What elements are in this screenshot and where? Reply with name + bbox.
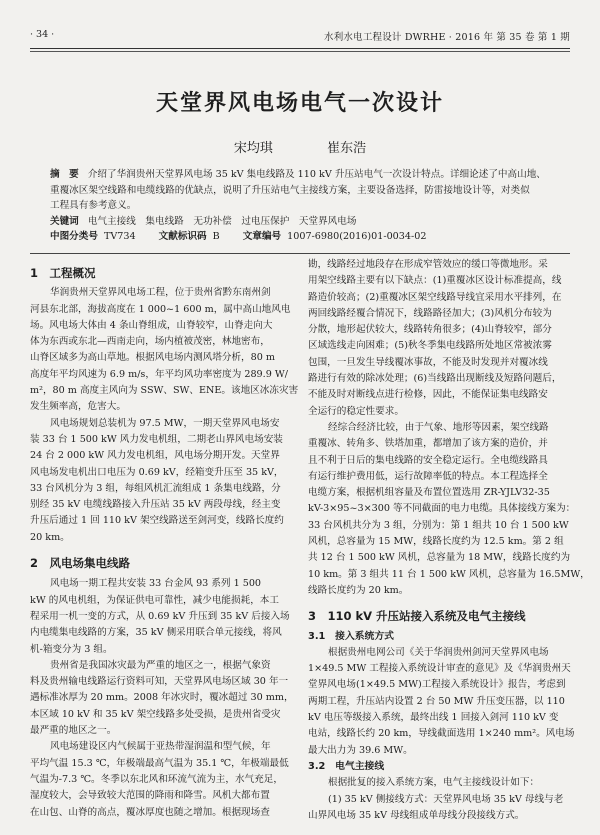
text-line: 全运行的稳定性要求。 bbox=[308, 405, 404, 417]
text-line: 24 台 2 000 kW 风力发电机组，风电场分期开发。天堂界 bbox=[30, 450, 280, 462]
text-line: 不能及时对断线点进行检修，因此，不能保证集电线路安 bbox=[308, 389, 548, 401]
section-3-2-heading: 3.2 电气主接线 bbox=[308, 760, 385, 772]
text-line: 风机，总容量为 15 MW，线路长度约为 12.5 km。第 2 组 bbox=[308, 536, 564, 548]
section-1-heading: 1 工程概况 bbox=[30, 266, 96, 280]
text-line: 电站，线路长约 20 km，导线截面选用 1×240 mm²。风电场 bbox=[308, 728, 575, 740]
text-line: 线路长度约为 20 km。 bbox=[308, 584, 409, 596]
doc-code-label: 文献标识码 bbox=[158, 231, 207, 242]
text-line: 贵州省是我国冰灾最为严重的地区之一，根据气象资 bbox=[50, 659, 271, 671]
keywords-label: 关键词 bbox=[50, 215, 79, 227]
right-paragraph-1 bbox=[308, 257, 572, 420]
text-line: 机-箱变分为 3 组。 bbox=[30, 643, 113, 655]
header-rule-thick bbox=[30, 48, 570, 49]
text-line: 内电缆集电线路的方案，35 kV 侧采用联合单元接线，将风 bbox=[30, 627, 282, 639]
text-line: (1) 35 kV 侧接线方式：天堂界风电场 35 kV 母线与老 bbox=[328, 793, 564, 805]
text-line: 高度年平均风速为 6.9 m/s，年平均风功率密度为 289.9 W/ bbox=[30, 368, 288, 380]
authors bbox=[0, 137, 600, 156]
text-line: 路造价较高；(2)重覆冰区架空线路导线宜采用水平排列，在 bbox=[308, 291, 562, 303]
text-line: 根据贵州电网公司《关于华润贵州剑河天堂界风电场 bbox=[328, 646, 549, 658]
text-line: 20 km。 bbox=[30, 531, 70, 543]
text-line: 33 台风机分为 3 组，每组风机汇流组成 1 条集电线路，分 bbox=[30, 482, 281, 494]
text-line: kV-3×95~3×300 等不同截面的电力电缆。具体接线方案为： bbox=[308, 503, 576, 515]
text-line: 山界风电场 35 kV 母线组成单母线分段接线方式。 bbox=[308, 809, 525, 821]
section-2-paragraph-2 bbox=[30, 658, 293, 739]
text-line: 湿度较大，会导致较大范围的降雨和降雪。风机大都布置 bbox=[30, 790, 270, 802]
keywords-line bbox=[50, 214, 558, 230]
section-3-heading: 3 110 kV 升压站接入系统及电气主接线 bbox=[308, 609, 526, 624]
abstract-text-1: 介绍了华润贵州天堂界风电场 35 kV 集电线路及 110 kV 升压站电气一次设计特点。详细论述了中高山地、 bbox=[87, 169, 546, 180]
text-line: 有运行维护费用低，运行故障率低的特点。本工程选择全 bbox=[308, 470, 548, 482]
text-line: 升压后通过 1 回 110 kV 架空线路送至剑河变，线路长度约 bbox=[30, 515, 284, 527]
text-line: 经综合经济比较，由于气象、地形等因素，架空线路 bbox=[328, 421, 549, 433]
meta-line bbox=[50, 229, 558, 245]
text-line: 山脊区域多为高山草地。根据风电场内测风塔分析，80 m bbox=[30, 352, 276, 364]
running-header bbox=[30, 27, 570, 45]
right-column bbox=[308, 257, 590, 824]
keywords-text: 电气主接线 集电线路 无功补偿 过电压保护 天堂界风电场 bbox=[87, 215, 357, 227]
section-1-paragraph-1 bbox=[30, 285, 299, 415]
section-2-paragraph-1 bbox=[30, 576, 293, 657]
text-line: 1×49.5 MW 工程接入系统设计审查的意见》及《华润贵州天 bbox=[308, 663, 571, 675]
text-line: 路进行有效的除冰处理；(6)当线路出现断线及短路问题后， bbox=[308, 373, 562, 385]
right-paragraph-4 bbox=[308, 775, 572, 824]
text-line: 在山包、山脊的高点，覆冰厚度也随之增加。根据现场查 bbox=[30, 806, 270, 818]
journal-info: 水利水电工程设计 DWRHE · 2016 年 第 35 卷 第 1 期 bbox=[324, 32, 570, 43]
text-line: 程采用一机一变的方式，从 0.69 kV 升压到 35 kV 后接入场 bbox=[30, 610, 290, 622]
text-line: 共 12 台 1 500 kW 风机，总容量为 18 MW，线路长度约为 bbox=[308, 552, 571, 564]
abstract-separator bbox=[30, 253, 570, 254]
page-number: · 34 · bbox=[30, 29, 55, 40]
text-line: 风电场建设区内气候属于亚热带湿润温和型气候，年 bbox=[50, 741, 271, 753]
text-line: kW 的风电机组，为保证供电可靠性，减少电能损耗，本工 bbox=[30, 594, 279, 606]
section-2-paragraph-3 bbox=[30, 739, 293, 820]
clc-label: 中图分类号 bbox=[50, 231, 98, 242]
section-3-1-heading: 3.1 接入系统方式 bbox=[308, 630, 394, 642]
text-line: 最严重的地区之一。 bbox=[30, 725, 117, 737]
section-1-paragraph-2 bbox=[30, 416, 293, 546]
text-line: 风电场规划总装机为 97.5 MW，一期天堂界风电场安 bbox=[50, 417, 280, 429]
right-paragraph-3 bbox=[308, 645, 575, 759]
text-line: 33 台风机共分为 3 组，分别为：第 1 组共 10 台 1 500 kW bbox=[308, 519, 569, 531]
text-line: 两回线路经覆合情况下，线路路径加大；(3)风机分布较为 bbox=[308, 307, 552, 319]
text-line: 平均气温 15.3 ℃，年极端最高气温为 35.1 ℃，年极端最低 bbox=[30, 757, 289, 769]
text-line: 遇标准冰厚为 20 mm。2008 年冰灾时，覆冰超过 30 mm， bbox=[30, 692, 294, 704]
abstract-block bbox=[50, 167, 558, 245]
section-2-heading: 2 风电场集电线路 bbox=[30, 556, 131, 571]
text-line: 两期工程，升压站内设置 2 台 50 MW 升压变压器，以 110 bbox=[308, 695, 565, 707]
article-no-label: 文章编号 bbox=[242, 231, 282, 242]
text-line: 场。风电场大体由 4 条山脊组成，山脊较窄，山脊走向大 bbox=[30, 319, 273, 331]
text-line: 电缆方案，根据机组容量及布置位置选用 ZR-YJLV32-35 bbox=[308, 487, 550, 499]
text-line: 气温为-7.3 ℃。冬季以东北风和环流气流为主，水气充足， bbox=[30, 773, 283, 785]
author-2: 崔东浩 bbox=[327, 141, 367, 156]
abstract-line-1 bbox=[50, 167, 558, 183]
text-line: 华润贵州天堂界风电场工程，位于贵州省黔东南州剑 bbox=[50, 287, 271, 299]
text-line: kV 电压等级接入系统，最终出线 1 回接入剑河 110 kV 变 bbox=[308, 712, 559, 724]
abstract-line-3: 工程具有参考意义。 bbox=[50, 200, 137, 211]
paper-title: 天堂界风电场电气一次设计 bbox=[155, 91, 444, 116]
text-line: 风电场发电机出口电压为 0.69 kV，经箱变升压至 35 kV， bbox=[30, 466, 284, 478]
text-line: 且不利于日后的集电线路的安全稳定运行。全电缆线路具 bbox=[308, 454, 548, 466]
article-no-value: 1007-6980(2016)01-0034-02 bbox=[287, 231, 427, 242]
text-line: 料及贵州输电线路运行资料可知，天堂界风电场区域 30 年一 bbox=[30, 676, 289, 688]
text-line: 10 km。第 3 组共 11 台 1 500 kW 风机，总容量为 16.5MW， bbox=[308, 568, 590, 580]
text-line: 重覆冰、转角多、铁塔加重，都增加了该方案的造价，并 bbox=[308, 438, 548, 450]
text-line: 包围，一旦发生导线覆冰事故，不能及时发现并对覆冰线 bbox=[308, 356, 548, 368]
abstract-label: 摘 要 bbox=[50, 169, 79, 180]
text-line: 用架空线路主要有以下缺点：(1)重覆冰区设计标准提高，线 bbox=[308, 275, 562, 287]
text-line: 分散，地形起伏较大，线路转角很多；(4)山脊较窄，部分 bbox=[308, 324, 552, 336]
text-line: 区域选线走向困难；(5)秋冬季集电线路所处地区常被浓雾 bbox=[308, 340, 552, 352]
doc-code-value: B bbox=[212, 231, 220, 242]
author-1: 宋均琪 bbox=[233, 141, 273, 156]
text-line: 最大出力为 39.6 MW。 bbox=[308, 744, 413, 756]
left-column bbox=[30, 257, 299, 821]
text-line: 堂界风电场(1×49.5 MW)工程接入系统设计》报告，考虑到 bbox=[308, 679, 566, 691]
text-line: 河县东北部，海拔高度在 1 000~1 600 m，属中高山地风电 bbox=[30, 303, 291, 315]
clc-value: TV734 bbox=[103, 231, 136, 242]
text-line: m²，80 m 高度主风向为 SSW、SW、ENE。该地区冰冻灾害 bbox=[30, 385, 299, 397]
text-line: 装 33 台 1 500 kW 风力发电机组，二期老山界风电场安装 bbox=[30, 433, 283, 445]
abstract-line-2: 重覆冰区架空线路和电缆线路的优缺点，说明了升压站电气主接线方案，主要设备选择，防雷接地设计等，对类似 bbox=[50, 184, 530, 196]
header-rule-thin bbox=[30, 51, 570, 52]
text-line: 体为东西或东北—西南走向，场内植被茂密，林地密布， bbox=[30, 336, 270, 348]
text-line: 本区域 10 kV 和 35 kV 架空线路多处受损，是贵州省受灾 bbox=[30, 708, 281, 720]
text-line: 勘，线路经过地段存在形成窄管效应的缓口等微地形。采 bbox=[308, 259, 548, 270]
text-line: 别经 35 kV 电缆线路接入升压站 35 kV 两段母线，经主变 bbox=[30, 499, 281, 511]
text-line: 风电场一期工程共安装 33 台金风 93 系列 1 500 bbox=[50, 578, 262, 590]
right-paragraph-2 bbox=[308, 420, 590, 599]
text-line: 根据批复的接入系统方案，电气主接线设计如下： bbox=[328, 777, 540, 789]
text-line: 发生频率高，危害大。 bbox=[30, 401, 126, 413]
